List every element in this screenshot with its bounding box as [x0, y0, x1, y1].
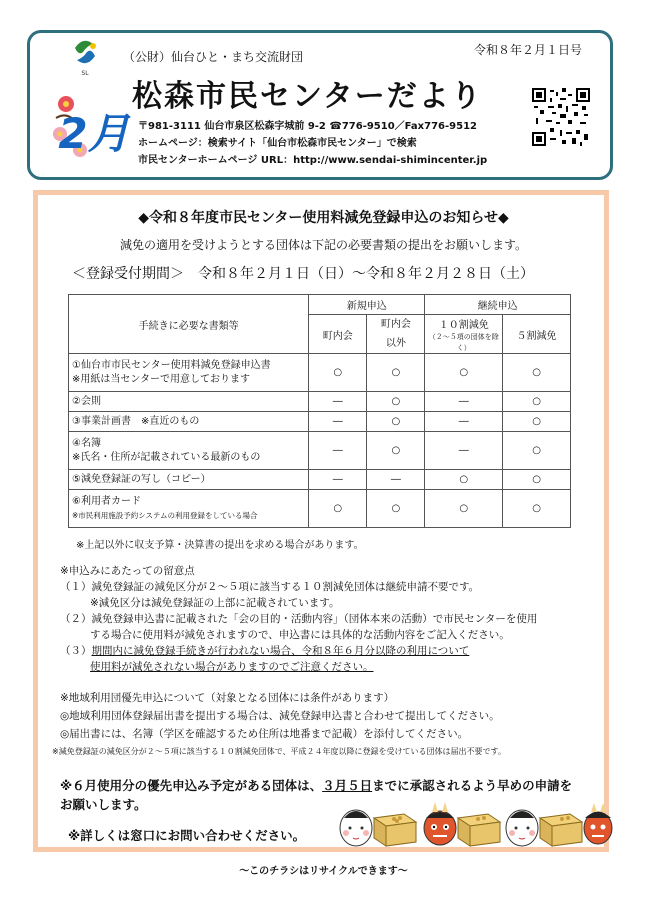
note-item-3a: （３）期間内に減免登録手続きが行われない場合、令和８年６月分以降の利用について — [60, 645, 470, 657]
mark-cell: ○ — [367, 412, 425, 432]
doc-cell: ③事業計画書 ※直近のもの — [69, 412, 309, 432]
mark-cell: ― — [309, 392, 367, 412]
mark-cell: ○ — [503, 470, 571, 490]
mark-cell: ― — [367, 470, 425, 490]
local-line-3: ※減免登録証の減免区分が２～５項に該当する１０割減免団体で、平成２４年度以降に登録を受けている団体は届出不要です。 — [52, 747, 506, 756]
mark-cell: ○ — [425, 354, 503, 392]
qr-code-icon[interactable] — [532, 88, 590, 146]
mark-cell: ○ — [367, 354, 425, 392]
registration-period: ＜登録受付期間＞ 令和８年２月１日（日）～令和８年２月２８日（土） — [72, 266, 534, 282]
oni-face-icon — [424, 802, 456, 845]
mark-cell: ○ — [503, 432, 571, 470]
doc-cell: ①仙台市市民センター使用料減免登録申込書 ※用紙は当センターで用意しております — [69, 354, 309, 392]
logo-caption: SL — [81, 70, 89, 77]
mark-cell: ○ — [367, 432, 425, 470]
issue-date: 令和８年２月１日号 — [474, 43, 583, 57]
mark-cell: ○ — [367, 392, 425, 412]
mark-cell: ― — [425, 432, 503, 470]
mark-cell: ― — [309, 432, 367, 470]
group-new-header: 新規申込 — [309, 295, 425, 315]
col-5pct-header: ５割減免 — [503, 315, 571, 354]
oni-face-icon — [584, 803, 612, 844]
local-line-1: ◎地域利用団体登録届出書を提出する場合は、減免登録申込書と合わせて提出してください。 — [60, 710, 500, 722]
mark-cell: ○ — [309, 354, 367, 392]
mark-cell: ○ — [309, 490, 367, 528]
doc-cell: ⑥利用者カード ※市民利用施設予約システムの利用登録をしている場合 — [69, 490, 309, 528]
col-10pct-header: １０割減免 （２～５項の団体を除く） — [425, 315, 503, 354]
homepage-url[interactable]: 市民センターホームページ URL：http://www.sendai-shimincenter.jp — [138, 155, 488, 166]
table-row — [69, 392, 571, 412]
table-row — [69, 470, 571, 490]
doc-cell: ④名簿 ※氏名・住所が記載されている最新のもの — [69, 432, 309, 470]
table-note: ※上記以外に収支予算・決算書の提出を求める場合があります。 — [76, 540, 364, 551]
notes-heading: ※申込みにあたっての留意点 — [60, 565, 195, 577]
doc-header: 手続きに必要な書類等 — [69, 295, 309, 354]
address-line: 〒981-3111 仙台市泉区松森字城前 9-2 ☎776-9510／Fax776-9512 — [138, 121, 477, 132]
mark-cell: ○ — [425, 490, 503, 528]
priority-notice: ※６月使用分の優先申込み予定がある団体は、３月５日までに承認されるよう早めの申請を お願いします。 — [60, 778, 573, 812]
otafuku-face-icon — [340, 810, 372, 846]
local-heading: ※地域利用団優先申込について（対象となる団体には条件があります） — [60, 692, 395, 704]
mark-cell: ○ — [503, 354, 571, 392]
masu-box-icon — [540, 814, 582, 846]
organization-name: （公財）仙台ひと・まち交流財団 — [123, 50, 304, 64]
group-continue-header: 継続申込 — [425, 295, 571, 315]
recycle-footer: ～このチラシはリサイクルできます～ — [239, 866, 408, 877]
application-notes — [60, 563, 537, 675]
setsubun-illustration-icon — [334, 800, 614, 848]
mark-cell: ― — [425, 412, 503, 432]
table-row — [69, 432, 571, 470]
local-priority-section — [52, 689, 506, 761]
mark-cell: ○ — [503, 392, 571, 412]
note-item-3b: 使用料が減免されない場合がありますのでご注意ください。 — [90, 661, 374, 673]
table-row — [69, 490, 571, 528]
mark-cell: ○ — [425, 470, 503, 490]
table-row — [69, 354, 571, 392]
notice-intro: 減免の適用を受けようとする団体は下記の必要書類の提出をお願いします。 — [119, 238, 528, 252]
priority-deadline: ３月５日 — [322, 778, 373, 793]
table-row — [69, 412, 571, 432]
note-item-1: （１）減免登録証の減免区分が２～５項に該当する１０割減免団体は継続申請不要です。 — [60, 581, 480, 593]
mark-cell: ― — [425, 392, 503, 412]
homepage-search: ホームページ：検索サイト「仙台市松森市民センター」で検索 — [138, 138, 417, 149]
note-item-1-sub: ※減免区分は減免登録証の上部に記載されています。 — [90, 597, 340, 609]
doc-cell: ②会則 — [69, 392, 309, 412]
col-town-header: 町内会 — [309, 315, 367, 354]
month-badge-icon — [52, 90, 132, 160]
mark-cell: ○ — [367, 490, 425, 528]
mark-cell: ― — [309, 470, 367, 490]
masu-box-icon — [374, 814, 416, 846]
col-other-header: 町内会 以外 — [367, 315, 425, 354]
doc-cell: ⑤減免登録証の写し（コピー） — [69, 470, 309, 490]
otafuku-face-icon — [506, 810, 538, 846]
local-line-2: ◎届出書には、名簿（学区を確認するため住所は地番まで記載）を添付してください。 — [60, 728, 469, 740]
required-documents-table — [68, 294, 571, 528]
masu-box-icon — [458, 814, 500, 846]
mark-cell: ― — [309, 412, 367, 432]
mark-cell: ○ — [503, 490, 571, 528]
notice-title: ◆令和８年度市民センター使用料減免登録申込のお知らせ◆ — [138, 210, 509, 226]
note-item-2b: する場合に使用料が減免されますので、申込書には具体的な活動内容をご記入ください。 — [90, 629, 510, 641]
foundation-logo-icon — [63, 34, 107, 78]
newsletter-title: 松森市民センターだより — [132, 79, 483, 114]
contact-note: ※詳しくは窓口にお問い合わせください。 — [68, 828, 306, 843]
note-item-2a: （２）減免登録申込書に記載された「会の目的・活動内容」（団体本来の活動）で市民センターを使用 — [60, 613, 538, 625]
month-badge-text: 2月 — [58, 109, 130, 158]
mark-cell: ○ — [503, 412, 571, 432]
